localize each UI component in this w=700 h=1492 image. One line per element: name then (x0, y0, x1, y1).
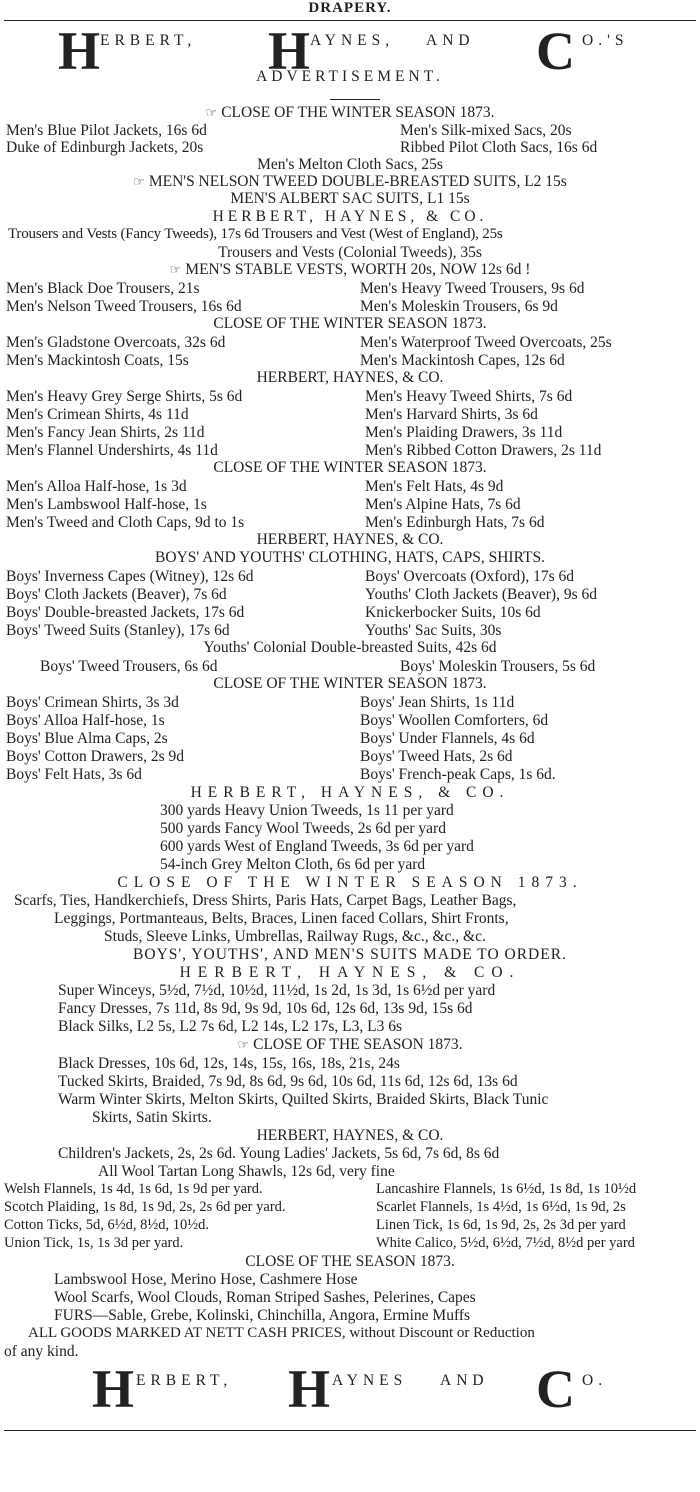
line-l1: ☞ CLOSE OF THE WINTER SEASON 1873. (205, 104, 495, 121)
masthead-initial-h2: H (268, 21, 311, 81)
line-l30b: Youths' Sac Suits, 30s (365, 622, 502, 639)
line-l68: FURS—Sable, Grebe, Kolinski, Chinchilla, Angora, Ermine Muffs (54, 1307, 471, 1324)
line-l45: Scarfs, Ties, Handkerchiefs, Dress Shirts, Paris Hats, Carpet Bags, Leather Bags, (14, 892, 517, 909)
line-l55: Tucked Skirts, Braided, 7s 9d, 8s 6d, 9s 6d, 10s 6d, 11s 6d, 12s 6d, 13s 6d (58, 1073, 518, 1090)
line-l58: HERBERT, HAYNES, & CO. (256, 1127, 444, 1144)
line-l35b: Boys' Woollen Comforters, 6d (360, 712, 549, 729)
line-l61a: Welsh Flannels, 1s 4d, 1s 6d, 1s 9d per yard. (4, 1181, 263, 1197)
line-l64a: Union Tick, 1s, 1s 3d per yard. (4, 1235, 184, 1251)
masthead-initial-h1: H (58, 21, 101, 81)
line-l3b: Ribbed Pilot Cloth Sacs, 16s 6d (400, 139, 598, 156)
line-l37a: Boys' Cotton Drawers, 2s 9d (6, 748, 185, 765)
line-l36a: Boys' Blue Alma Caps, 2s (6, 730, 168, 747)
line-l23a: Men's Lambswool Half-hose, 1s (6, 496, 207, 513)
line-l53: ☞ CLOSE OF THE SEASON 1873. (237, 1036, 463, 1053)
line-l30a: Boys' Tweed Suits (Stanley), 17s 6d (6, 622, 230, 639)
masthead-initial-c: C (536, 21, 575, 81)
line-l62b: Scarlet Flannels, 1s 4½d, 1s 6½d, 1s 9d, 2s (376, 1199, 626, 1215)
line-l29b: Knickerbocker Suits, 10s 6d (365, 604, 541, 621)
line-l60: All Wool Tartan Long Shawls, 12s 6d, very fine (98, 1163, 395, 1180)
line-l12a: Men's Nelson Tweed Trousers, 16s 6d (6, 298, 242, 315)
line-l42: 600 yards West of England Tweeds, 3s 6d per yard (160, 838, 474, 855)
line-l63b: Linen Tick, 1s 6d, 1s 9d, 2s, 2s 3d per yard (376, 1217, 626, 1233)
line-l69: ALL GOODS MARKED AT NETT CASH PRICES, without Discount or Reduction (28, 1325, 535, 1341)
line-l38b: Boys' French-peak Caps, 1s 6d. (360, 766, 556, 783)
line-l15b: Men's Mackintosh Capes, 12s 6d (360, 352, 565, 369)
line-l6: MEN'S ALBERT SAC SUITS, L1 15s (230, 190, 470, 207)
line-l20a: Men's Flannel Undershirts, 4s 11d (6, 442, 218, 459)
line-l48: BOYS', YOUTHS', AND MEN'S SUITS MADE TO ORDER. (133, 946, 567, 963)
advert-rule (330, 99, 380, 100)
line-l51: Fancy Dresses, 7s 11d, 8s 9d, 9s 9d, 10s 6d, 12s 6d, 13s 9d, 15s 6d (58, 1000, 473, 1017)
line-l3a: Duke of Edinburgh Jackets, 20s (6, 139, 204, 156)
line-l9: Trousers and Vests (Colonial Tweeds), 35s (218, 244, 482, 261)
line-l56: Warm Winter Skirts, Melton Skirts, Quilted Skirts, Braided Skirts, Black Tunic (58, 1091, 549, 1108)
line-l23b: Men's Alpine Hats, 7s 6d (365, 496, 521, 513)
line-l12b: Men's Moleskin Trousers, 6s 9d (360, 298, 558, 315)
line-l50: Super Winceys, 5½d, 7½d, 10½d, 11½d, 1s 2d, 1s 3d, 1s 6½d per yard (58, 982, 496, 999)
line-l4: Men's Melton Cloth Sacs, 25s (257, 156, 443, 173)
line-l63a: Cotton Ticks, 5d, 6½d, 8½d, 10½d. (4, 1217, 210, 1233)
line-l5: ☞ MEN'S NELSON TWEED DOUBLE-BREASTED SUITS, L2 15s (133, 173, 567, 190)
line-l11b: Men's Heavy Tweed Trousers, 9s 6d (360, 280, 585, 297)
masthead-bottom-word-co: O. (582, 1372, 608, 1389)
masthead-bottom (92, 1359, 652, 1419)
masthead-word-aynes: AYNES, (310, 32, 395, 49)
line-l49: HERBERT, HAYNES, & CO. (179, 964, 521, 981)
line-l61b: Lancashire Flannels, 1s 6½d, 1s 8d, 1s 10½d (376, 1181, 637, 1197)
line-l38a: Boys' Felt Hats, 3s 6d (6, 766, 142, 783)
line-l26: BOYS' AND YOUTHS' CLOTHING, HATS, CAPS, SHIRTS. (155, 549, 545, 566)
line-l24a: Men's Tweed and Cloth Caps, 9d to 1s (6, 514, 245, 531)
line-l32a: Boys' Tweed Trousers, 6s 6d (40, 658, 218, 675)
line-l67: Wool Scarfs, Wool Clouds, Roman Striped Sashes, Pelerines, Capes (54, 1289, 476, 1306)
line-l32b: Boys' Moleskin Trousers, 5s 6d (400, 658, 596, 675)
line-l19b: Men's Plaiding Drawers, 3s 11d (365, 424, 563, 441)
line-l15a: Men's Mackintosh Coats, 15s (6, 352, 189, 369)
masthead-word-cos: O.'S (582, 32, 629, 49)
line-l35a: Boys' Alloa Half-hose, 1s (6, 712, 165, 729)
line-l57: Skirts, Satin Skirts. (92, 1109, 212, 1126)
line-l47: Studs, Sleeve Links, Umbrellas, Railway Rugs, &c., &c., &c. (104, 928, 486, 945)
line-l2a: Men's Blue Pilot Jackets, 16s 6d (6, 122, 207, 139)
line-l62a: Scotch Plaiding, 1s 8d, 1s 9d, 2s, 2s 6d per yard. (4, 1199, 286, 1215)
line-l17b: Men's Heavy Tweed Shirts, 7s 6d (365, 388, 573, 405)
line-l46: Leggings, Portmanteaus, Belts, Braces, Linen faced Collars, Shirt Fronts, (54, 910, 509, 927)
line-l59: Children's Jackets, 2s, 2s 6d. Young Ladies' Jackets, 5s 6d, 7s 6d, 8s 6d (58, 1145, 500, 1162)
line-l37b: Boys' Tweed Hats, 2s 6d (360, 748, 513, 765)
line-l40: 300 yards Heavy Union Tweeds, 1s 11 per yard (160, 802, 454, 819)
masthead-bottom-initial-c: C (536, 1359, 575, 1419)
line-l39: HERBERT, HAYNES, & CO. (190, 784, 510, 801)
line-l64b: White Calico, 5½d, 6½d, 7½d, 8½d per yard (376, 1235, 635, 1251)
line-l2b: Men's Silk-mixed Sacs, 20s (400, 122, 572, 139)
masthead-bottom-initial-h2: H (288, 1359, 331, 1419)
footer-rule (4, 1430, 696, 1431)
line-l11a: Men's Black Doe Trousers, 21s (6, 280, 200, 297)
line-l28a: Boys' Cloth Jackets (Beaver), 7s 6d (6, 586, 227, 603)
line-l65: CLOSE OF THE SEASON 1873. (245, 1253, 455, 1270)
line-l19a: Men's Fancy Jean Shirts, 2s 11d (6, 424, 205, 441)
line-l8: Trousers and Vests (Fancy Tweeds), 17s 6d Trousers and Vest (West of England), 25s (8, 226, 503, 242)
line-l14b: Men's Waterproof Tweed Overcoats, 25s (360, 334, 612, 351)
line-l28b: Youths' Cloth Jackets (Beaver), 9s 6d (365, 586, 597, 603)
pointing-hand-icon: ☞ (237, 1037, 250, 1052)
line-l18b: Men's Harvard Shirts, 3s 6d (365, 406, 538, 423)
line-l22b: Men's Felt Hats, 4s 9d (365, 478, 504, 495)
line-l25: HERBERT, HAYNES, & CO. (256, 531, 444, 548)
line-l66: Lambswool Hose, Merino Hose, Cashmere Hose (54, 1271, 358, 1288)
line-l27a: Boys' Inverness Capes (Witney), 12s 6d (6, 568, 254, 585)
section-header: DRAPERY. (308, 0, 392, 16)
line-l7: HERBERT, HAYNES, & CO. (212, 208, 488, 225)
line-l22a: Men's Alloa Half-hose, 1s 3d (6, 478, 187, 495)
line-l29a: Boys' Double-breasted Jackets, 17s 6d (6, 604, 245, 621)
pointing-hand-icon: ☞ (205, 105, 218, 120)
line-l20b: Men's Ribbed Cotton Drawers, 2s 11d (365, 442, 602, 459)
masthead-bottom-initial-h1: H (92, 1359, 135, 1419)
masthead-bottom-word-and: AND (440, 1372, 489, 1389)
line-l13: CLOSE OF THE WINTER SEASON 1873. (213, 315, 487, 332)
pointing-hand-icon: ☞ (133, 174, 145, 189)
masthead-bottom-word-aynes: AYNES (332, 1372, 408, 1389)
line-l36b: Boys' Under Flannels, 4s 6d (360, 730, 535, 747)
line-l41: 500 yards Fancy Wool Tweeds, 2s 6d per yard (160, 820, 446, 837)
line-l54: Black Dresses, 10s 6d, 12s, 14s, 15s, 16s, 18s, 21s, 24s (58, 1055, 400, 1072)
line-l17a: Men's Heavy Grey Serge Shirts, 5s 6d (6, 388, 243, 405)
line-l34a: Boys' Crimean Shirts, 3s 3d (6, 694, 179, 711)
line-l24b: Men's Edinburgh Hats, 7s 6d (365, 514, 545, 531)
masthead-word-and: AND (426, 32, 475, 49)
masthead-bottom-word-erbert: ERBERT, (136, 1372, 233, 1389)
line-l21: CLOSE OF THE WINTER SEASON 1873. (213, 459, 487, 476)
line-l70: of any kind. (4, 1343, 79, 1360)
line-l14a: Men's Gladstone Overcoats, 32s 6d (6, 334, 226, 351)
masthead-word-erbert: ERBERT, (100, 32, 197, 49)
line-l27b: Boys' Overcoats (Oxford), 17s 6d (365, 568, 574, 585)
line-l16: HERBERT, HAYNES, & CO. (256, 369, 444, 386)
line-l44: CLOSE OF THE WINTER SEASON 1873. (117, 874, 583, 891)
line-l10: ☞ MEN'S STABLE VESTS, WORTH 20s, NOW 12s 6d ! (169, 261, 531, 278)
pointing-hand-icon: ☞ (169, 262, 182, 277)
line-l33: CLOSE OF THE WINTER SEASON 1873. (213, 675, 487, 692)
line-l52: Black Silks, L2 5s, L2 7s 6d, L2 14s, L2 17s, L3, L3 6s (58, 1018, 403, 1035)
advertisement-label: ADVERTISEMENT. (256, 68, 444, 85)
line-l31: Youths' Colonial Double-breasted Suits, 42s 6d (203, 639, 497, 656)
line-l34b: Boys' Jean Shirts, 1s 11d (360, 694, 515, 711)
line-l43: 54-inch Grey Melton Cloth, 6s 6d per yard (160, 856, 426, 873)
line-l18a: Men's Crimean Shirts, 4s 11d (6, 406, 189, 423)
header-rule (4, 20, 696, 21)
